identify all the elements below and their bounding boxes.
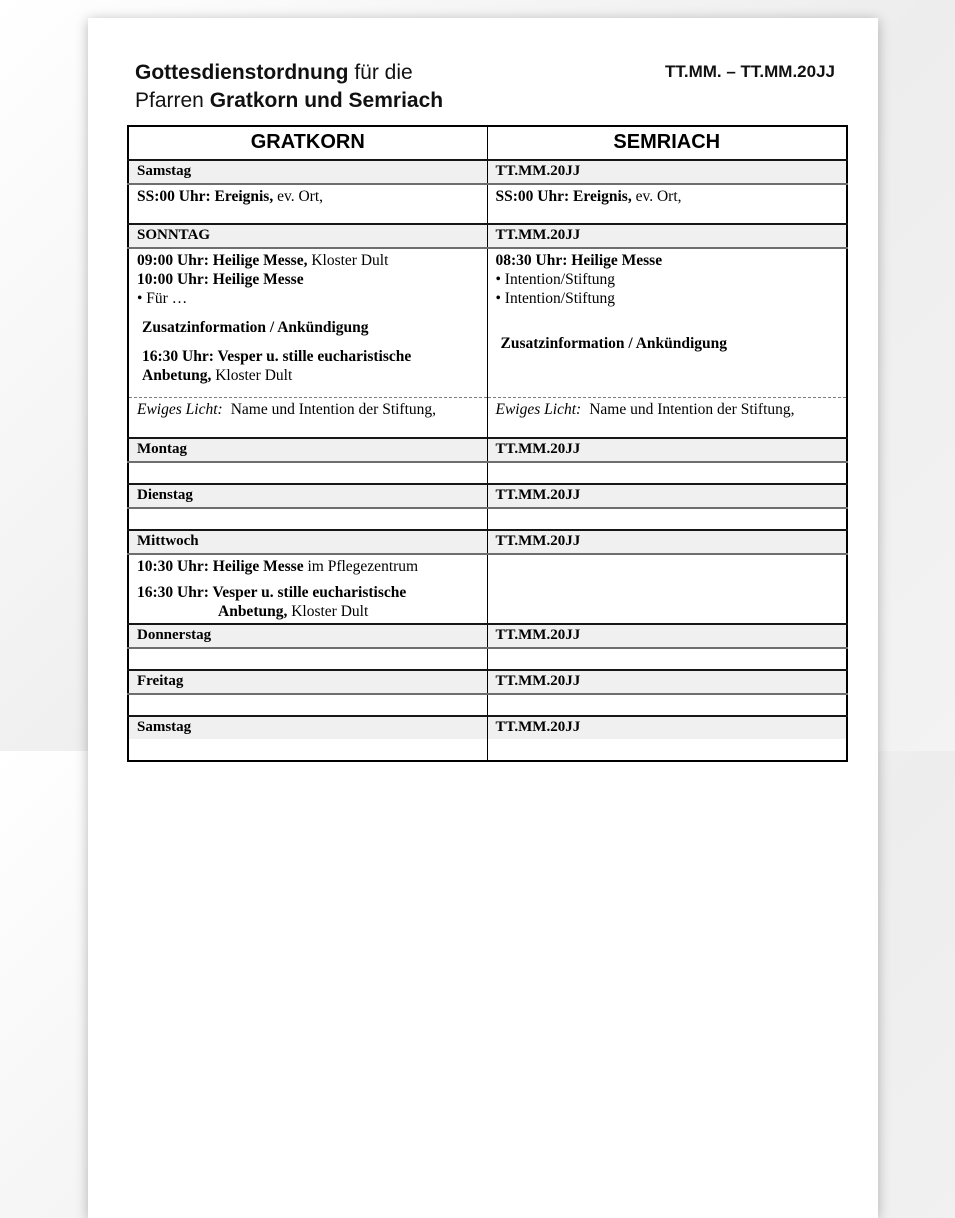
empty-row-montag <box>128 462 847 484</box>
day-row-freitag <box>128 670 847 694</box>
day-date: TT.MM.20JJ <box>487 160 847 184</box>
vesper-line-2 <box>218 602 479 621</box>
day-label: Samstag <box>128 160 487 184</box>
column-header-gratkorn: GRATKORN <box>250 131 365 153</box>
sunday-cell-gratkorn <box>128 248 487 397</box>
day-label: Montag <box>128 438 487 462</box>
document-page <box>88 18 878 1218</box>
title-line-2 <box>135 87 443 115</box>
content-row-sonntag <box>128 248 847 397</box>
mass-line <box>137 557 479 576</box>
document-title <box>135 59 443 115</box>
day-date: TT.MM.20JJ <box>487 716 847 739</box>
event-line <box>496 187 839 206</box>
title-parishes: Gratkorn und Semriach <box>209 89 444 112</box>
event-line <box>137 187 479 206</box>
extra-info-line: Zusatzinformation / Ankündigung <box>142 319 369 336</box>
intention-line: • Intention/Stiftung <box>495 271 616 288</box>
empty-cell <box>128 462 487 484</box>
mass-time: 10:30 Uhr: Heilige Messe <box>137 558 304 575</box>
ewiges-licht-row <box>128 397 847 438</box>
empty-row-samstag-2 <box>128 739 847 761</box>
mass-line: 10:00 Uhr: Heilige Messe <box>137 271 304 288</box>
empty-row-freitag <box>128 694 847 716</box>
vesper-event: Anbetung, <box>218 603 288 620</box>
extra-info-line: Zusatzinformation / Ankündigung <box>500 335 728 352</box>
empty-cell <box>128 508 487 530</box>
day-label: Mittwoch <box>128 530 487 554</box>
title-main: Gottesdienstordnung <box>135 61 349 84</box>
day-date: TT.MM.20JJ <box>487 530 847 554</box>
content-row-samstag-1 <box>128 184 847 224</box>
title-prefix: Pfarren <box>135 89 210 112</box>
wednesday-cell-gratkorn <box>128 554 487 624</box>
content-row-mittwoch <box>128 554 847 624</box>
ewiges-licht-cell-gratkorn <box>128 397 487 438</box>
day-label: Samstag <box>128 716 487 739</box>
vesper-detail: Kloster Dult <box>287 603 369 620</box>
event-detail: ev. Ort, <box>631 188 682 205</box>
mass-detail: Kloster Dult <box>307 252 389 269</box>
event-cell-semriach <box>487 184 847 224</box>
title-line-1 <box>135 59 443 87</box>
mass-line: 08:30 Uhr: Heilige Messe <box>495 252 663 269</box>
vesper-line <box>142 347 479 385</box>
vesper-event: 16:30 Uhr: Vesper u. stille eucharistische Anbetung, <box>142 348 412 384</box>
event-time: SS:00 Uhr: Ereignis, <box>137 188 274 205</box>
vesper-line-1: 16:30 Uhr: Vesper u. stille eucharistische <box>137 584 407 601</box>
ewiges-licht-line <box>137 400 479 419</box>
day-label: Donnerstag <box>128 624 487 648</box>
ewiges-licht-label: Ewiges Licht: <box>137 400 223 418</box>
document-header <box>135 59 835 115</box>
empty-cell <box>128 694 487 716</box>
empty-cell <box>487 648 847 670</box>
day-date: TT.MM.20JJ <box>487 224 847 248</box>
day-date: TT.MM.20JJ <box>487 484 847 508</box>
event-cell-gratkorn <box>128 184 487 224</box>
day-label: Freitag <box>128 670 487 694</box>
date-range: TT.MM. – TT.MM.20JJ <box>664 62 835 81</box>
vesper-detail: Kloster Dult <box>211 367 293 384</box>
column-header-row <box>128 126 847 160</box>
ewiges-licht-text: Name und Intention der Stiftung, <box>589 400 795 418</box>
intention-line: • Für … <box>137 290 188 307</box>
empty-cell <box>128 739 487 761</box>
day-row-samstag-2 <box>128 716 847 739</box>
event-detail: ev. Ort, <box>273 188 324 205</box>
day-label: Dienstag <box>128 484 487 508</box>
empty-cell <box>128 648 487 670</box>
ewiges-licht-cell-semriach <box>487 397 847 438</box>
empty-cell <box>487 462 847 484</box>
day-row-sonntag <box>128 224 847 248</box>
day-label: SONNTAG <box>128 224 487 248</box>
schedule-table <box>127 125 848 762</box>
day-date: TT.MM.20JJ <box>487 670 847 694</box>
title-suffix: für die <box>348 61 413 84</box>
day-row-dienstag <box>128 484 847 508</box>
day-row-samstag-1 <box>128 160 847 184</box>
mass-detail: im Pflegezentrum <box>303 558 419 575</box>
day-row-montag <box>128 438 847 462</box>
ewiges-licht-text: Name und Intention der Stiftung, <box>230 400 437 418</box>
sunday-cell-semriach <box>487 248 847 397</box>
empty-cell <box>487 739 847 761</box>
empty-cell <box>487 508 847 530</box>
event-time: SS:00 Uhr: Ereignis, <box>495 188 632 205</box>
mass-time: 09:00 Uhr: Heilige Messe, <box>137 252 308 269</box>
ewiges-licht-line <box>496 400 839 419</box>
ewiges-licht-label: Ewiges Licht: <box>495 400 582 418</box>
day-row-mittwoch <box>128 530 847 554</box>
mass-line <box>137 251 479 270</box>
day-date: TT.MM.20JJ <box>487 624 847 648</box>
empty-cell <box>487 694 847 716</box>
empty-row-donnerstag <box>128 648 847 670</box>
intention-line: • Intention/Stiftung <box>495 290 616 307</box>
day-row-donnerstag <box>128 624 847 648</box>
wednesday-cell-semriach <box>487 554 847 624</box>
empty-row-dienstag <box>128 508 847 530</box>
day-date: TT.MM.20JJ <box>487 438 847 462</box>
column-header-semriach: SEMRIACH <box>487 126 847 160</box>
